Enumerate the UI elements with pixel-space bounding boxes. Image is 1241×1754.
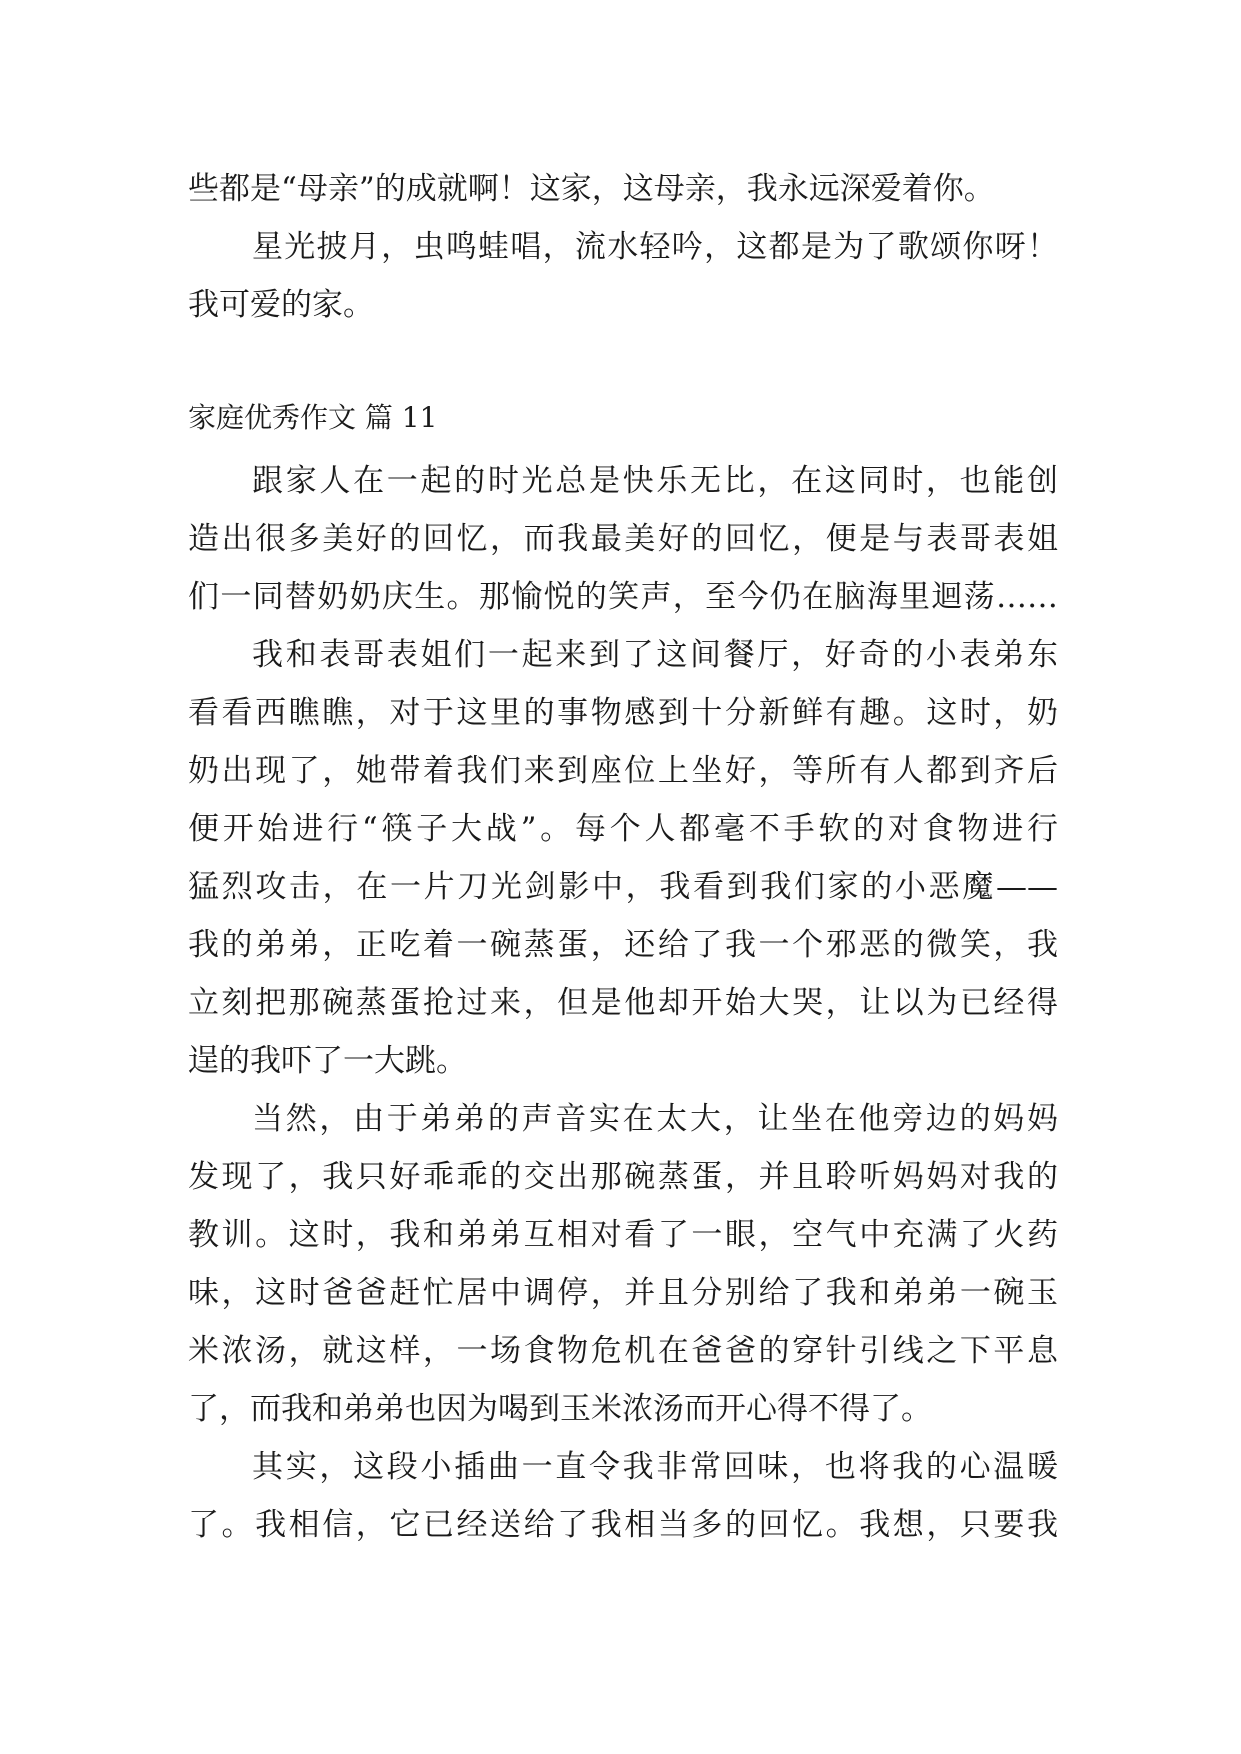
paragraph-line: 们一同替奶奶庆生。那愉悦的笑声，至今仍在脑海里迴荡…… xyxy=(188,579,1058,615)
paragraph-line: 米浓汤，就这样，一场食物危机在爸爸的穿针引线之下平息 xyxy=(188,1333,1058,1369)
paragraph-line: 猛烈攻击，在一片刀光剑影中，我看到我们家的小恶魔—— xyxy=(188,869,1058,905)
paragraph-line: 发现了，我只好乖乖的交出那碗蒸蛋，并且聆听妈妈对我的 xyxy=(188,1159,1058,1195)
paragraph-line: 些都是“母亲”的成就啊！这家，这母亲，我永远深爱着你。 xyxy=(188,171,995,207)
paragraph-line: 我的弟弟，正吃着一碗蒸蛋，还给了我一个邪恶的微笑，我 xyxy=(188,927,1058,963)
paragraph-line: 造出很多美好的回忆，而我最美好的回忆，便是与表哥表姐 xyxy=(188,521,1058,557)
section-heading: 家庭优秀作文 篇 11 xyxy=(188,401,438,434)
paragraph-line: 其实，这段小插曲一直令我非常回味，也将我的心温暖 xyxy=(252,1449,1058,1485)
paragraph-line: 了。我相信，它已经送给了我相当多的回忆。我想，只要我 xyxy=(188,1507,1058,1543)
paragraph-line: 跟家人在一起的时光总是快乐无比，在这同时，也能创 xyxy=(252,463,1058,499)
paragraph-line: 当然，由于弟弟的声音实在太大，让坐在他旁边的妈妈 xyxy=(252,1101,1058,1137)
paragraph-line: 我可爱的家。 xyxy=(188,287,374,323)
paragraph-line: 教训。这时，我和弟弟互相对看了一眼，空气中充满了火药 xyxy=(188,1217,1058,1253)
paragraph-line: 星光披月，虫鸣蛙唱，流水轻吟，这都是为了歌颂你呀！ xyxy=(252,229,1058,265)
paragraph-line: 看看西瞧瞧，对于这里的事物感到十分新鲜有趣。这时，奶 xyxy=(188,695,1058,731)
paragraph-line: 奶出现了，她带着我们来到座位上坐好，等所有人都到齐后 xyxy=(188,753,1058,789)
paragraph-line: 味，这时爸爸赶忙居中调停，并且分别给了我和弟弟一碗玉 xyxy=(188,1275,1058,1311)
paragraph-line: 我和表哥表姐们一起来到了这间餐厅，好奇的小表弟东 xyxy=(252,637,1058,673)
paragraph-line: 逞的我吓了一大跳。 xyxy=(188,1043,467,1079)
paragraph-line: 便开始进行“筷子大战”。每个人都毫不手软的对食物进行 xyxy=(188,811,1058,847)
paragraph-line: 了，而我和弟弟也因为喝到玉米浓汤而开心得不得了。 xyxy=(188,1391,932,1427)
paragraph-line: 立刻把那碗蒸蛋抢过来，但是他却开始大哭，让以为已经得 xyxy=(188,985,1058,1021)
